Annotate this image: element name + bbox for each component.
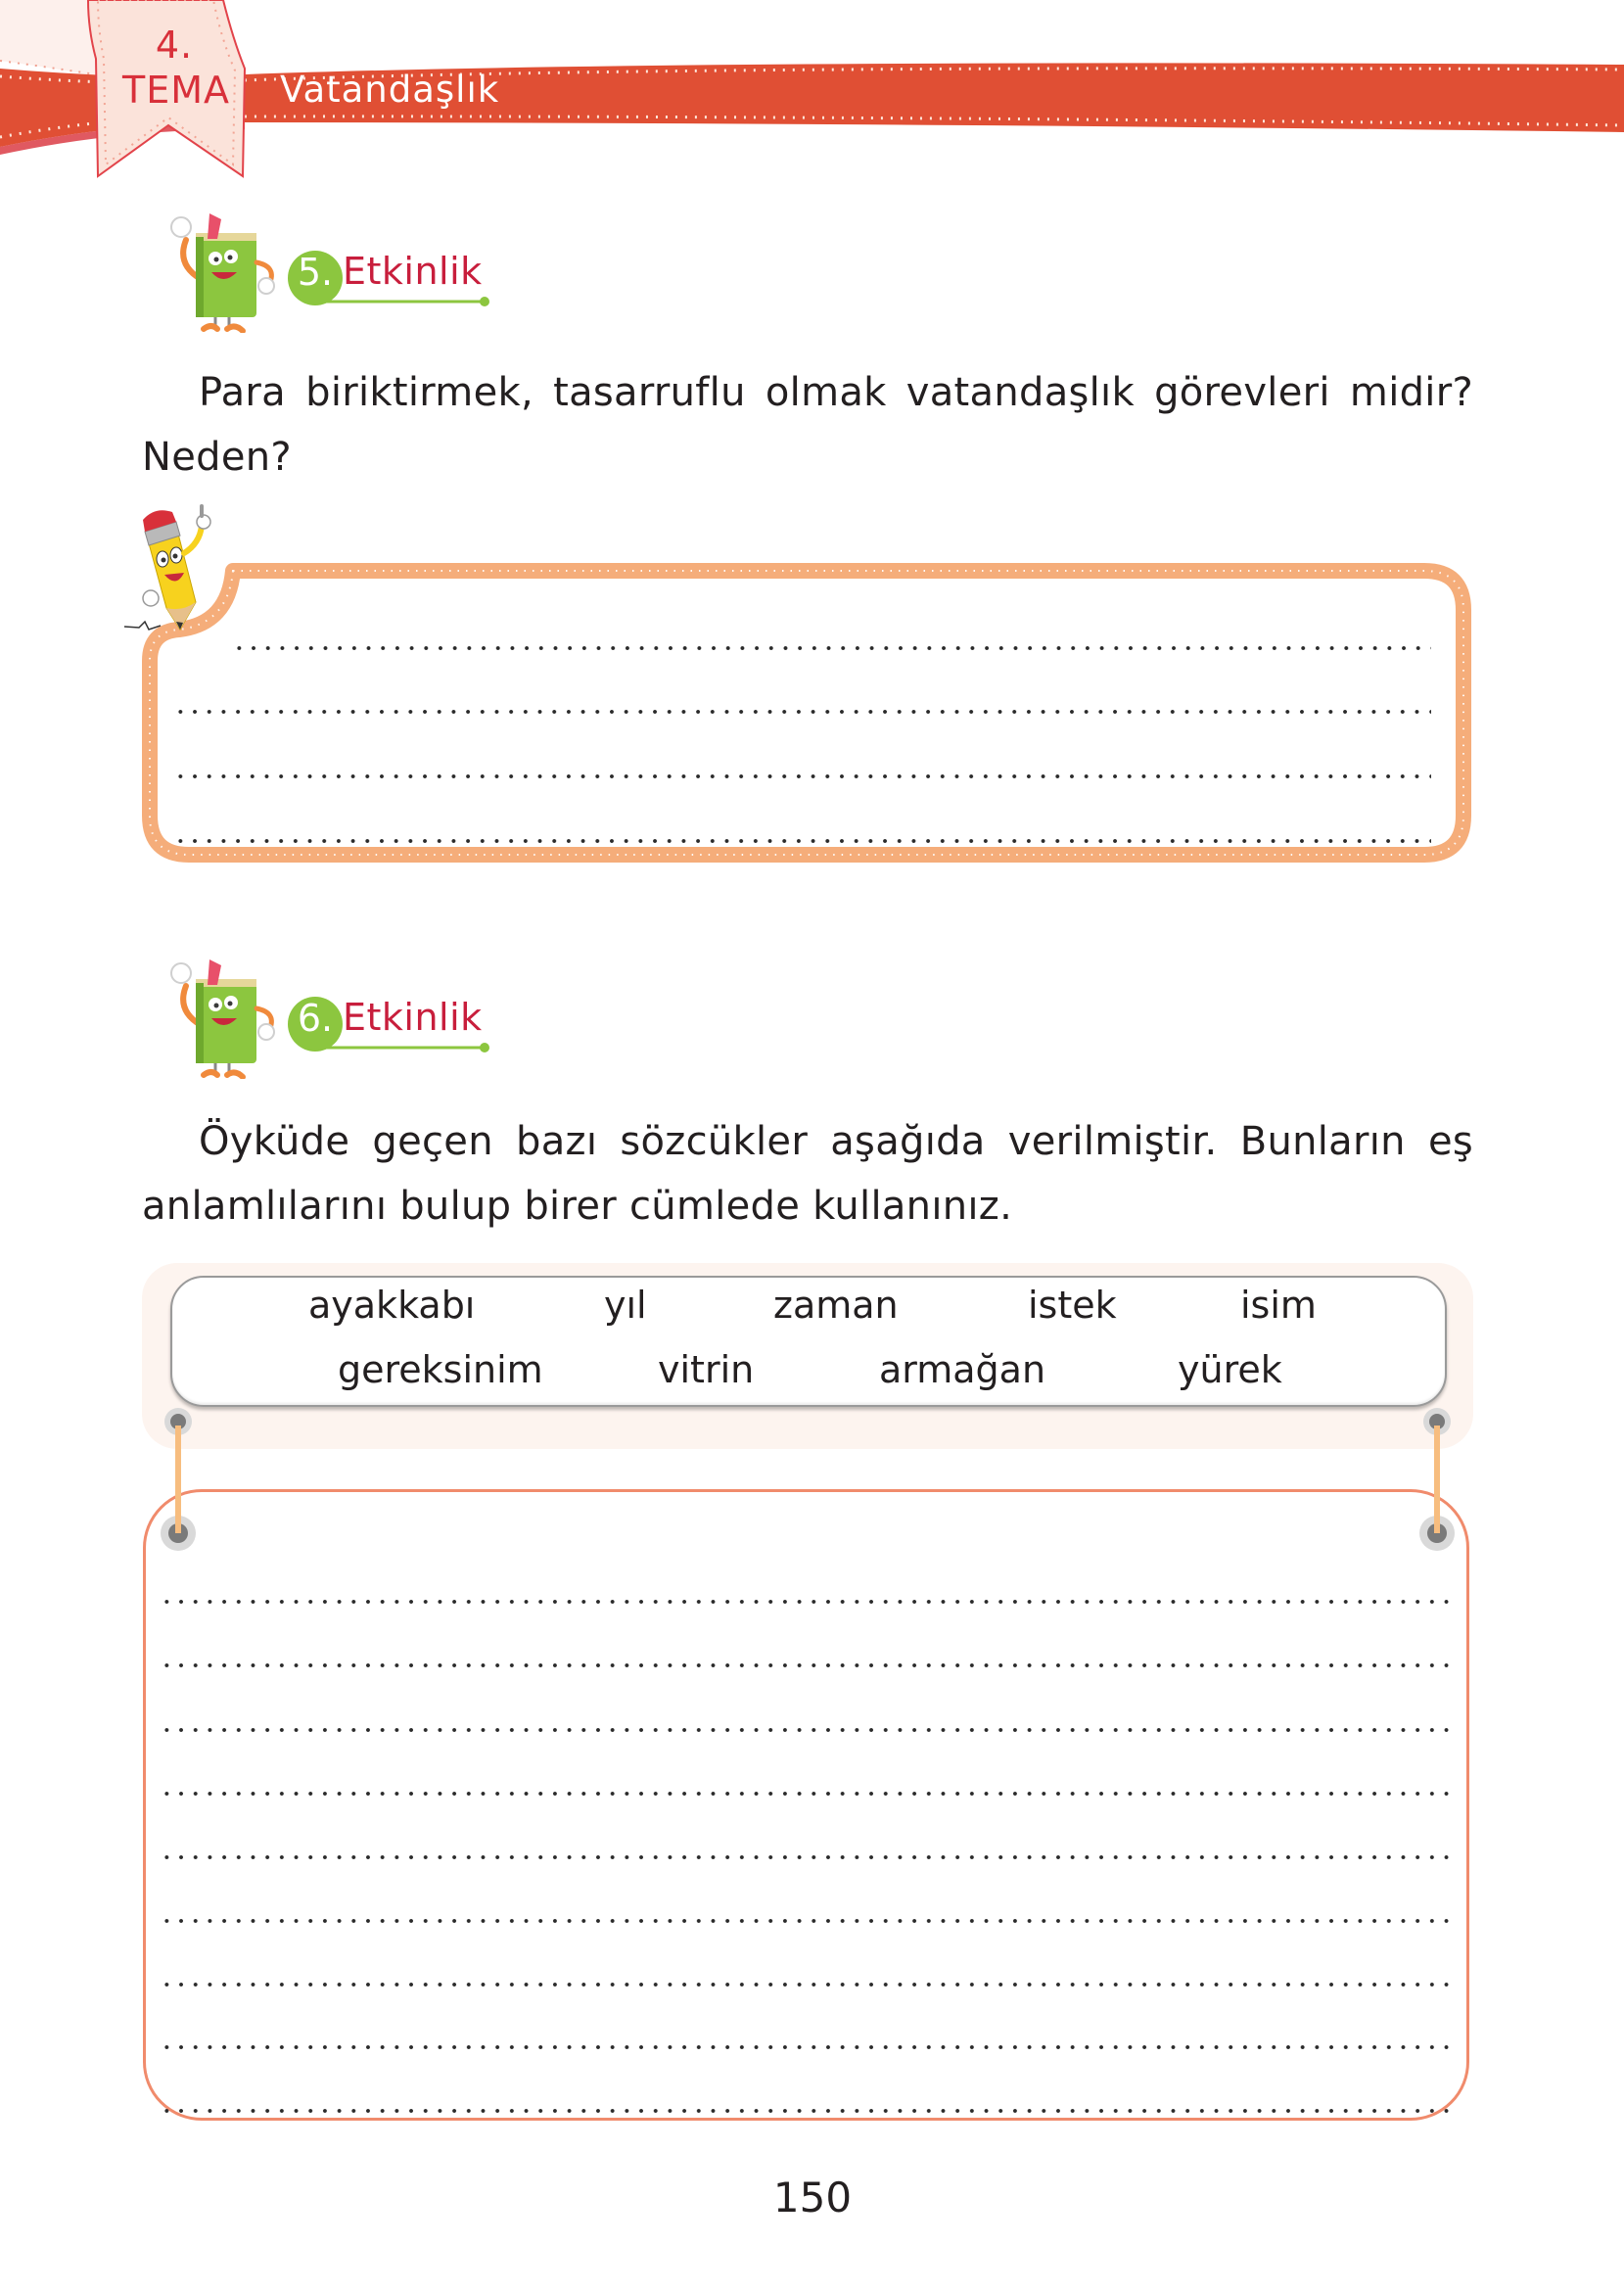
- answer-line[interactable]: [173, 710, 1431, 714]
- answer-line[interactable]: [160, 1983, 1452, 1987]
- word-bank-item: isim: [1240, 1284, 1317, 1327]
- activity-6-heading: [147, 942, 509, 1079]
- answer-line[interactable]: [160, 1855, 1452, 1859]
- answer-line[interactable]: [232, 646, 1431, 650]
- answer-box-6: [143, 1489, 1469, 2121]
- answer-line[interactable]: [173, 774, 1431, 778]
- word-bank-item: gereksinim: [338, 1348, 543, 1391]
- activity-5-heading: [147, 196, 509, 333]
- answer-line[interactable]: [160, 1728, 1452, 1732]
- activity-6-question: Öyküde geçen bazı sözcükler aşağıda verilmiştir. Bunların eş anlamlılarını bulup birer cümlede kullanınız.: [142, 1119, 1473, 1229]
- word-bank-item: yıl: [604, 1284, 647, 1327]
- word-bank-item: zaman: [773, 1284, 899, 1327]
- activity-label: Etkinlik: [343, 250, 483, 293]
- activity-label: Etkinlik: [343, 996, 483, 1039]
- theme-number: 4.: [155, 23, 194, 67]
- pencil-mascot-icon: [119, 504, 227, 641]
- answer-line[interactable]: [160, 1919, 1452, 1923]
- word-bank-item: armağan: [879, 1348, 1046, 1391]
- theme-label: TEMA: [121, 69, 230, 112]
- answer-line[interactable]: [160, 2109, 1452, 2113]
- answer-line[interactable]: [173, 839, 1431, 843]
- activity-number: 6.: [297, 997, 334, 1040]
- theme-title: Vatandaşlık: [280, 69, 500, 111]
- answer-line[interactable]: [160, 1792, 1452, 1796]
- answer-line[interactable]: [160, 2045, 1452, 2049]
- activity-5-question: Para biriktirmek, tasarruflu olmak vatandaşlık görevleri midir? Neden?: [142, 370, 1473, 480]
- answer-line[interactable]: [160, 1663, 1452, 1667]
- word-bank-item: vitrin: [658, 1348, 755, 1391]
- word-bank-item: yürek: [1178, 1348, 1282, 1391]
- page-number: 150: [772, 2174, 853, 2221]
- answer-line[interactable]: [160, 1600, 1452, 1604]
- word-bank-item: istek: [1028, 1284, 1117, 1327]
- activity-number: 5.: [297, 251, 334, 294]
- word-bank-item: ayakkabı: [308, 1284, 476, 1327]
